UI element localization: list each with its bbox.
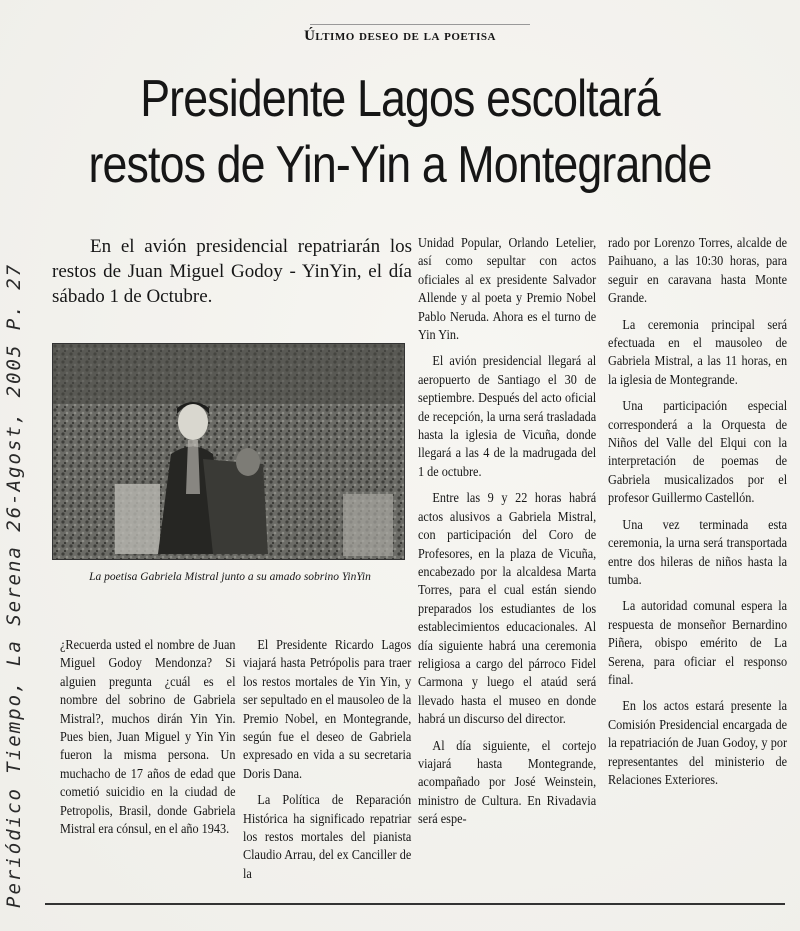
handwritten-source-note: Periódico Tiempo, La Serena 26-Agost, 2005 P. 27: [3, 262, 25, 908]
paragraph: La ceremonia principal será efectuada en el mausoleo de Gabriela Mistral, a las 11 horas, en la iglesia de Montegrande.: [608, 316, 788, 387]
photo-image: [53, 344, 404, 559]
column-b: [243, 636, 411, 891]
column-d: [608, 234, 787, 797]
paragraph: Una participación especial corresponderá a la Orquesta de Niños del Valle del Elqui con la interpretación de poemas de Gabriela musicalizados por el profesor Guillermo Castellón.: [608, 398, 788, 506]
paragraph: ¿Recuerda usted el nombre de Juan Miguel Godoy Mendonza? Si alguien pregunta ¿cuál es el nombre del sobrino de Gabriela Mistral?, muchos dirán Yin Yin. Pues bien, Juan Miguel y Yin Yin fueron la misma persona. Un muchacho de 17 años de edad que cometió suicidio en la ciudad de Petropolis, Brasil, donde Gabriela Mistral era cónsul, en el año 1943.: [60, 637, 236, 837]
column-c: [418, 234, 596, 837]
lead-paragraph: En el avión presidencial repatriarán los restos de Juan Miguel Godoy - YinYin, el día sábado 1 de Octubre.: [52, 236, 412, 307]
paragraph: rado por Lorenzo Torres, alcalde de Paihuano, a las 10:30 horas, para seguir en caravana hasta Monte Grande.: [608, 235, 788, 306]
paragraph: Una vez terminada esta ceremonia, la urna será transportada entre dos hileras de niños hasta la tumba.: [608, 516, 788, 587]
column-a: [60, 636, 236, 846]
paragraph: La Política de Reparación Histórica ha significado repatriar los restos mortales del pianista Claudio Arrau, del ex Canciller de la: [243, 792, 412, 881]
paragraph: El Presidente Ricardo Lagos viajará hasta Petrópolis para traer los restos mortales de Yin Yin, y ser sepultado en el mausoleo de la Premio Nobel, en Montegrande, según fue el deseo de Gabriela expresado en vida a su secretaria Doris Dana.: [243, 637, 412, 781]
paragraph: Unidad Popular, Orlando Letelier, así como sepultar con actos oficiales al ex presidente Salvador Allende y al poeta y Premio Nobel Pablo Neruda. Ahora es el turno de Yin Yin.: [418, 235, 597, 343]
kicker: Último deseo de la poetisa: [304, 28, 496, 44]
top-rule: [310, 24, 530, 25]
paragraph: Entre las 9 y 22 horas habrá actos alusivos a Gabriela Mistral, con participación del Coro de Profesores, en la plaza de Vicuña, encabezado por la alcaldesa Marta Torres, para el cual están siendo preparados los estudiantes de los establecimientos educacionales. Al día siguiente habrá una ceremonia religiosa a cargo del párroco Fidel Carmona y luego el ataúd será llevado hasta el museo en donde habrá un discurso del director.: [418, 490, 597, 727]
paragraph: La autoridad comunal espera la respuesta de monseñor Bernardino Piñera, obispo emérito de La Serena, para oficiar el responso final.: [608, 598, 788, 687]
photo-gabriela-mistral-yinyin: [52, 343, 405, 560]
paragraph: El avión presidencial llegará al aeropuerto de Santiago el 30 de septiembre. Después del acto oficial de recepción, la urna será trasladada hasta la iglesia de Vicuña, donde llegará a las 4 de la madrugada del 1 de octubre.: [418, 353, 597, 479]
headline: Presidente Lagos escoltará restos de Yin-Yin a Montegrande: [88, 70, 712, 194]
bottom-rule: [45, 903, 785, 905]
paragraph: En los actos estará presente la Comisión Presidencial encargada de la repatriación de Juan Godoy, y por representantes del ministerio de Relaciones Exteriores.: [608, 698, 788, 787]
paragraph: Al día siguiente, el cortejo viajará hasta Montegrande, acompañado por José Weinstein, ministro de Cultura. En Rivadavia será espe-: [418, 737, 597, 827]
photo-caption: La poetisa Gabriela Mistral junto a su amado sobrino YinYin: [89, 571, 371, 583]
